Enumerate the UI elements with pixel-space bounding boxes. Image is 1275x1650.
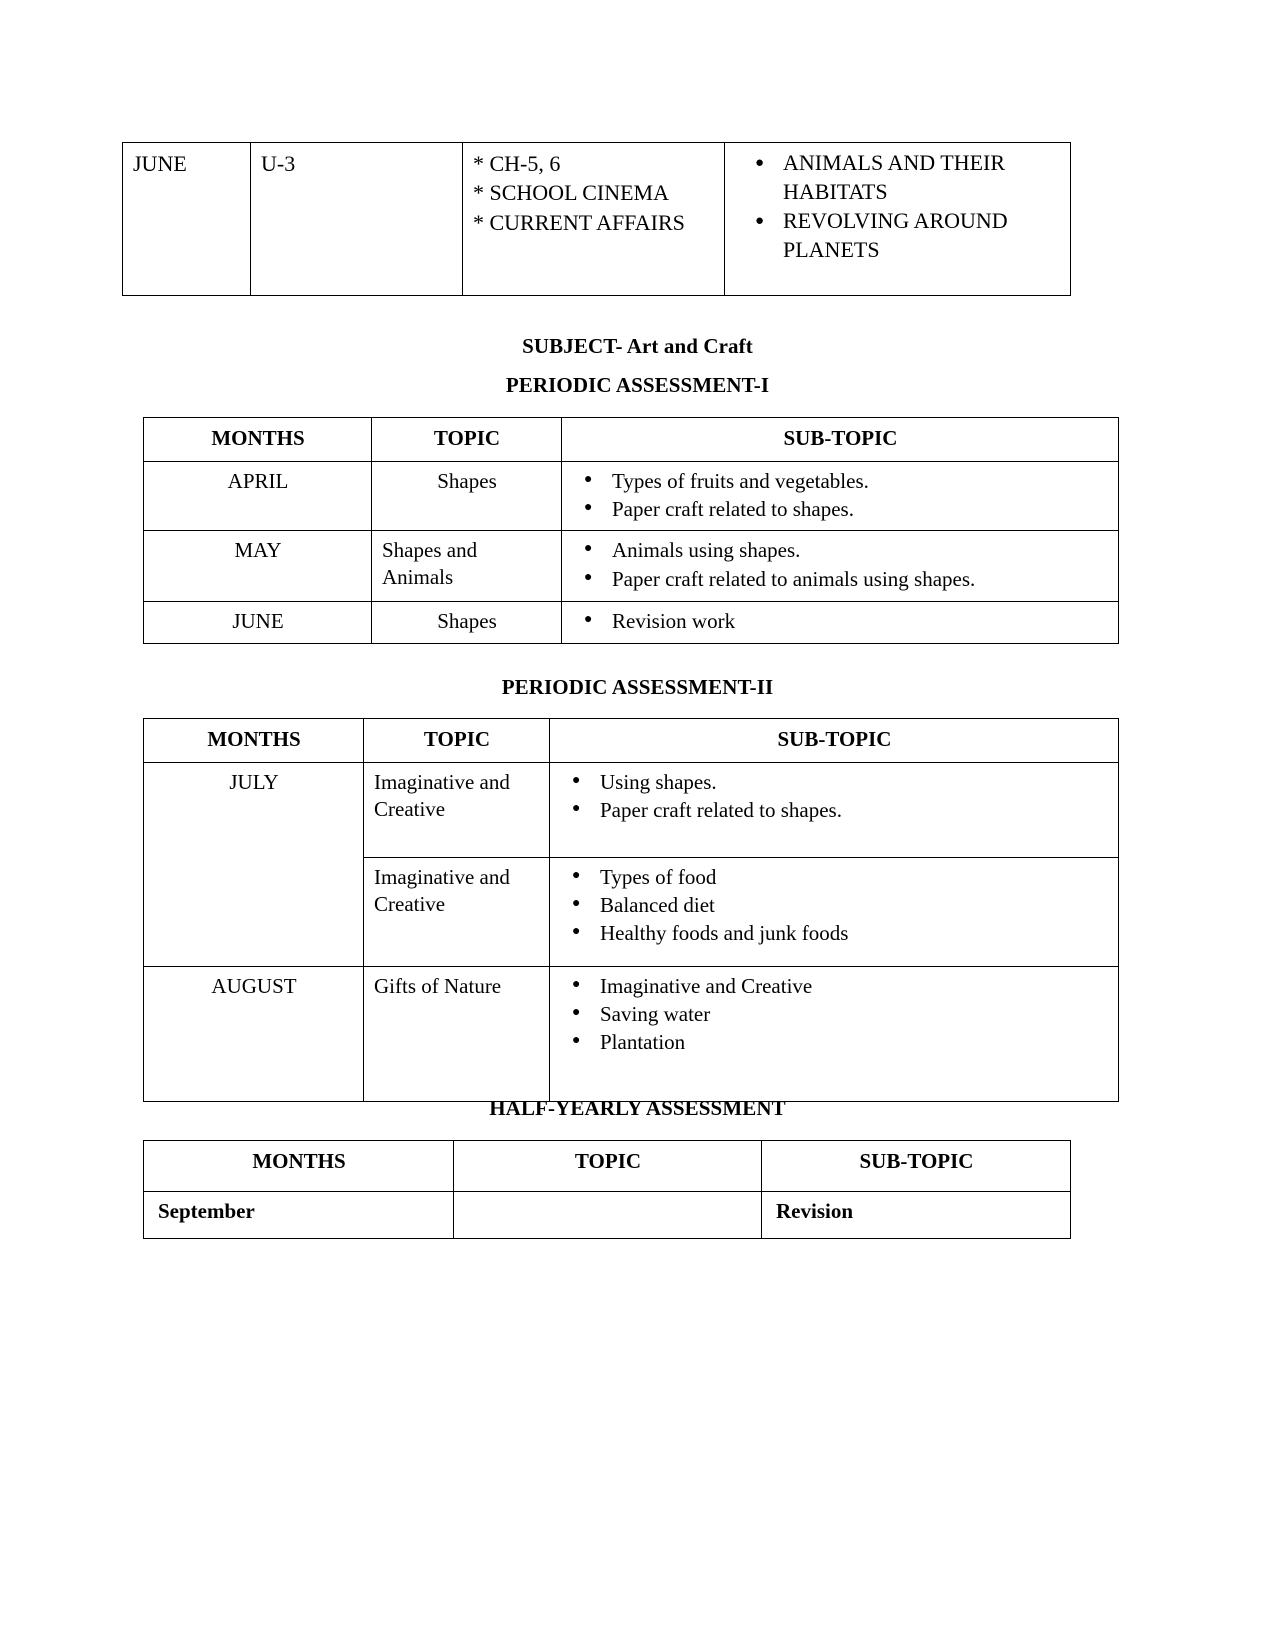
table-header-row <box>144 1141 1071 1192</box>
list-item: ● Imaginative and Creative <box>600 973 1109 1000</box>
list-item: ● Balanced diet <box>600 892 1109 919</box>
column-header-months: MONTHS <box>144 418 372 462</box>
chapter-line: * CH-5, 6 <box>473 151 561 176</box>
table-row <box>144 966 1119 1101</box>
cell-topic <box>454 1192 762 1239</box>
column-header-subtopic: SUB-TOPIC <box>562 418 1119 462</box>
table-header-row <box>144 719 1119 763</box>
list-item: ● Types of fruits and vegetables. <box>612 468 1109 495</box>
list-item: ● Types of food <box>600 864 1109 891</box>
cell-subtopic: Revision <box>762 1192 1071 1239</box>
subtopic-list <box>560 769 1109 825</box>
cell-subtopics <box>562 531 1119 602</box>
cell-topic: Gifts of Nature <box>364 966 550 1101</box>
cell-month: September <box>144 1192 454 1239</box>
cell-month: MAY <box>144 531 372 602</box>
cell-topic: Shapes <box>372 602 562 643</box>
table-header-row <box>144 418 1119 462</box>
list-item: ● Animals using shapes. <box>612 537 1109 564</box>
half-yearly-assessment-heading: HALF-YEARLY ASSESSMENT <box>489 1096 786 1120</box>
unit-value: U-3 <box>261 151 296 176</box>
list-item: ● REVOLVING AROUND PLANETS <box>783 207 1061 264</box>
column-header-topic: TOPIC <box>364 719 550 763</box>
cell-topic: Imaginative and Creative <box>364 762 550 857</box>
cell-chapters <box>463 143 725 296</box>
table-row <box>123 143 1071 296</box>
table-row <box>144 531 1119 602</box>
month-value: JUNE <box>133 151 187 176</box>
column-header-subtopic: SUB-TOPIC <box>550 719 1119 763</box>
table-row <box>144 762 1119 857</box>
table-row <box>144 461 1119 531</box>
list-item: ● Plantation <box>600 1029 1109 1056</box>
half-yearly-assessment-table <box>143 1140 1071 1239</box>
list-item: ● Healthy foods and junk foods <box>600 920 1109 947</box>
cell-month: JUNE <box>144 602 372 643</box>
table-row <box>144 602 1119 643</box>
cell-topic: Shapes and Animals <box>372 531 562 602</box>
periodic-assessment-2-heading: PERIODIC ASSESSMENT-II <box>501 675 774 699</box>
cell-subtopics <box>550 762 1119 857</box>
list-item: ● Paper craft related to shapes. <box>612 496 1109 523</box>
periodic-assessment-1-table <box>143 417 1119 644</box>
subtopic-list <box>572 537 1109 593</box>
cell-month <box>123 143 251 296</box>
chapter-line: * SCHOOL CINEMA <box>473 180 669 206</box>
subtopic-list <box>572 608 1109 635</box>
chapter-line: * CURRENT AFFAIRS <box>473 209 685 235</box>
table-row <box>144 1192 1071 1239</box>
list-item: ● Saving water <box>600 1001 1109 1028</box>
subtopic-list <box>560 864 1109 948</box>
column-header-months: MONTHS <box>144 1141 454 1192</box>
column-header-topic: TOPIC <box>372 418 562 462</box>
list-item: ● ANIMALS AND THEIR HABITATS <box>783 149 1061 206</box>
cell-topic: Imaginative and Creative <box>364 857 550 966</box>
list-item: ● Using shapes. <box>600 769 1109 796</box>
cell-subtopics <box>550 857 1119 966</box>
subject-heading: SUBJECT- Art and Craft <box>522 334 753 358</box>
continuation-table <box>122 142 1071 296</box>
cell-subtopics <box>562 461 1119 531</box>
subtopic-list <box>572 468 1109 524</box>
subtopic-list <box>735 149 1061 264</box>
list-item: ● Revision work <box>612 608 1109 635</box>
cell-month: JULY <box>144 762 364 966</box>
cell-month: AUGUST <box>144 966 364 1101</box>
cell-unit <box>251 143 463 296</box>
list-item: ● Paper craft related to shapes. <box>600 797 1109 824</box>
periodic-assessment-1-heading: PERIODIC ASSESSMENT-I <box>505 373 770 397</box>
cell-month: APRIL <box>144 461 372 531</box>
cell-subtopics <box>725 143 1071 296</box>
column-header-topic: TOPIC <box>454 1141 762 1192</box>
cell-subtopics <box>550 966 1119 1101</box>
cell-topic: Shapes <box>372 461 562 531</box>
column-header-months: MONTHS <box>144 719 364 763</box>
periodic-assessment-2-table <box>143 718 1119 1102</box>
cell-subtopics <box>562 602 1119 643</box>
list-item: ● Paper craft related to animals using shapes. <box>612 566 1109 593</box>
column-header-subtopic: SUB-TOPIC <box>762 1141 1071 1192</box>
subtopic-list <box>560 973 1109 1057</box>
